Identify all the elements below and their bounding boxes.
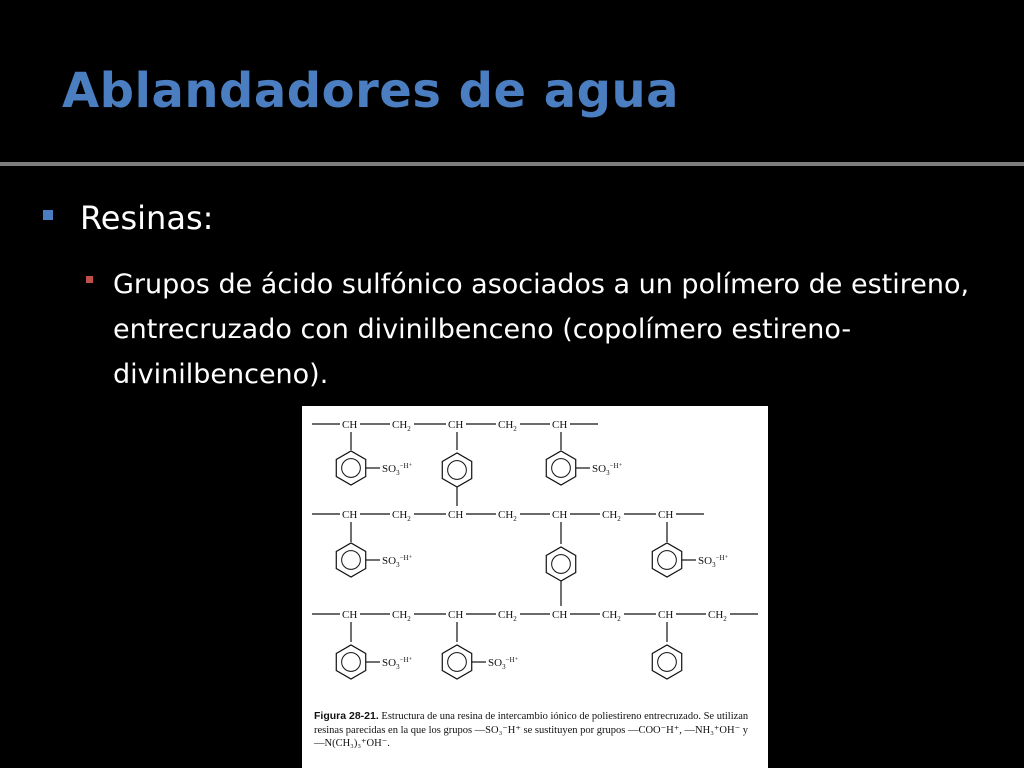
ch-label: CH xyxy=(552,419,568,431)
ch2-label: $CH_2$ xyxy=(392,419,411,433)
ch-label: CH xyxy=(552,509,568,521)
benzene-ring-inner xyxy=(658,551,677,570)
bullet-level-1: Resinas: xyxy=(80,199,214,237)
ch-label: CH xyxy=(342,609,358,621)
so3h-label: $SO_3^{-H^+}$ xyxy=(382,554,413,569)
ch-label: CH xyxy=(342,509,358,521)
ch2-label: $CH_2$ xyxy=(498,609,517,623)
slide-content xyxy=(0,166,1024,768)
benzene-ring-inner xyxy=(448,461,467,480)
benzene-ring-inner xyxy=(342,459,361,478)
title-bar xyxy=(0,0,1024,160)
benzene-ring-inner xyxy=(448,653,467,672)
benzene-ring xyxy=(336,645,365,679)
ch2-label: $CH_2$ xyxy=(602,509,621,523)
ch-label: CH xyxy=(342,419,358,431)
slide-title: Ablandadores de agua xyxy=(62,63,680,119)
benzene-ring-inner xyxy=(552,555,571,574)
sub-bullet-square-icon xyxy=(86,276,93,283)
ch2-label: $CH_2$ xyxy=(498,419,517,433)
ch2-label: $CH_2$ xyxy=(392,509,411,523)
ch-label: CH xyxy=(448,419,464,431)
ch2-label: $CH_2$ xyxy=(602,609,621,623)
ch-label: CH xyxy=(552,609,568,621)
ch2-label: $CH_2$ xyxy=(498,509,517,523)
benzene-ring-para xyxy=(546,547,575,581)
benzene-ring-inner xyxy=(552,459,571,478)
benzene-ring-inner xyxy=(342,653,361,672)
benzene-ring xyxy=(442,645,471,679)
benzene-ring-para xyxy=(442,453,471,487)
so3h-label: $SO_3^{-H^+}$ xyxy=(382,656,413,671)
so3h-label: $SO_3^{-H^+}$ xyxy=(382,462,413,477)
figure-caption-label: Figura 28-21. xyxy=(314,710,379,722)
figure-caption xyxy=(314,710,760,751)
benzene-ring xyxy=(336,543,365,577)
so3h-label: $SO_3^{-H^+}$ xyxy=(698,554,729,569)
so3h-label: $SO_3^{-H^+}$ xyxy=(488,656,519,671)
polystyrene-resin-diagram xyxy=(302,406,768,706)
ch-label: CH xyxy=(658,609,674,621)
benzene-ring-inner xyxy=(658,653,677,672)
ch-label: CH xyxy=(448,609,464,621)
ch-label: CH xyxy=(448,509,464,521)
benzene-ring-inner xyxy=(342,551,361,570)
figure-caption-text: Estructura de una resina de intercambio iónico de poliestireno entrecruzado. Se utilizan resinas parecidas en la que los grupos —SO₃⁻H⁺ se sustituyen por grupos —COO⁻H⁺, —NH₃⁺OH⁻ y —N(CH₃)₃⁺OH⁻. xyxy=(314,711,749,749)
benzene-ring xyxy=(652,543,681,577)
bullet-level-2: Grupos de ácido sulfónico asociados a un polímero de estireno, entrecruzado con divinilbenceno (copolímero estireno-divinilbenceno). xyxy=(113,269,970,390)
benzene-ring xyxy=(652,645,681,679)
bullet-square-icon xyxy=(43,210,53,220)
ch-label: CH xyxy=(658,509,674,521)
benzene-ring xyxy=(546,451,575,485)
ch2-label: $CH_2$ xyxy=(392,609,411,623)
resin-structure-figure xyxy=(302,406,768,768)
so3h-label: $SO_3^{-H^+}$ xyxy=(592,462,623,477)
ch2-label: $CH_2$ xyxy=(708,609,727,623)
benzene-ring xyxy=(336,451,365,485)
